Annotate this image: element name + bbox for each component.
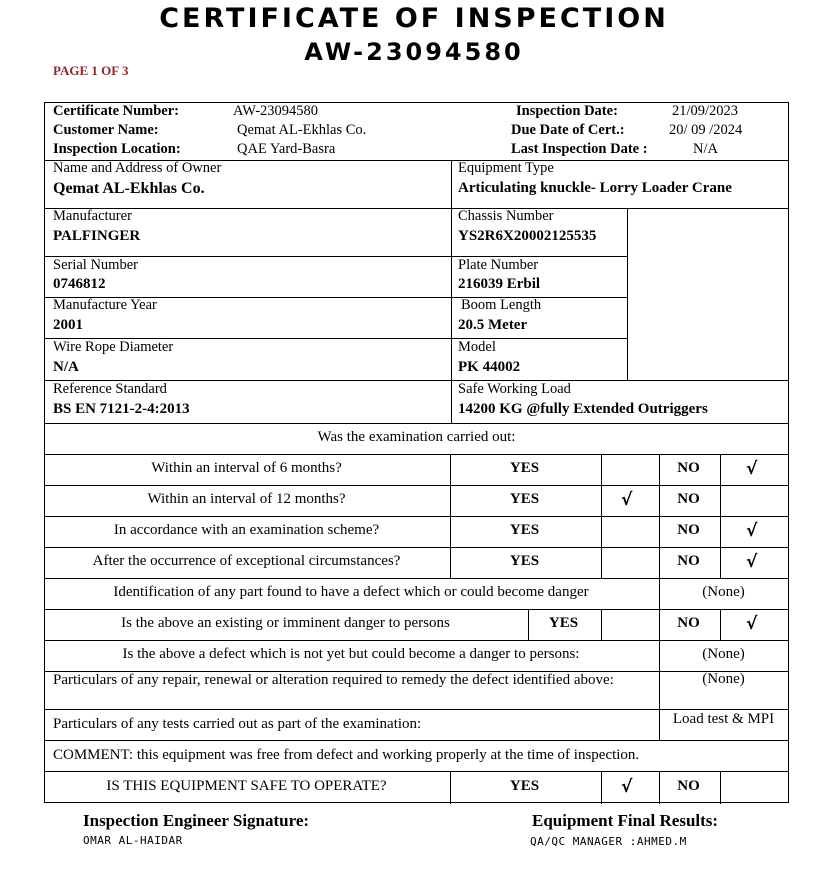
chassis-value: YS2R6X20002125535 (458, 228, 597, 244)
certificate-table (44, 102, 789, 803)
plate-label: Plate Number (458, 257, 539, 273)
equip-type-label: Equipment Type (458, 160, 554, 176)
tests-label: Particulars of any tests carried out as part of the examination: (53, 716, 422, 732)
equip-type-value: Articulating knuckle- Lorry Loader Crane (458, 180, 732, 196)
repair-value: (None) (702, 671, 745, 687)
cert-number-label: Certificate Number: (53, 103, 180, 119)
owner-value: Qemat AL-Ekhlas Co. (53, 180, 205, 197)
repair-label: Particulars of any repair, renewal or alteration required to remedy the defect identified above: (53, 672, 614, 688)
future-defect-value: (None) (702, 646, 745, 662)
insp-date-value: 21/09/2023 (672, 103, 739, 119)
final-results-label: Equipment Final Results: (532, 811, 719, 830)
chassis-label: Chassis Number (458, 208, 554, 224)
boom-label: Boom Length (461, 297, 542, 313)
boom-value: 20.5 Meter (458, 317, 528, 333)
ref-label: Reference Standard (53, 381, 167, 397)
cert-number-value: AW-23094580 (233, 103, 319, 119)
safe-question: IS THIS EQUIPMENT SAFE TO OPERATE? (106, 778, 387, 794)
danger-no: NO (677, 615, 700, 631)
tests-value: Load test & MPI (672, 711, 775, 727)
exam-q4: After the occurrence of exceptional circumstances? (92, 553, 401, 569)
exam-q2: Within an interval of 12 months? (147, 491, 346, 507)
swl-value: 14200 KG @fully Extended Outriggers (458, 401, 708, 417)
wire-value: N/A (53, 359, 79, 375)
location-value: QAE Yard-Basra (237, 141, 336, 157)
ref-value: BS EN 7121-2-4:2013 (53, 401, 190, 417)
certificate-title: CERTIFICATE OF INSPECTION (159, 3, 669, 34)
identification-value: (None) (702, 584, 745, 600)
due-date-label: Due Date of Cert.: (511, 122, 625, 138)
danger-yes: YES (548, 615, 579, 631)
serial-value: 0746812 (53, 276, 106, 292)
model-value: PK 44002 (458, 359, 521, 375)
owner-label: Name and Address of Owner (53, 160, 222, 176)
year-value: 2001 (53, 317, 83, 333)
q2-check-icon: √ (621, 490, 633, 510)
page-number: PAGE 1 OF 3 (53, 63, 129, 78)
safe-yes: YES (509, 778, 540, 794)
danger-check-icon: √ (746, 614, 758, 634)
last-insp-label: Last Inspection Date : (511, 141, 648, 157)
q2-yes: YES (509, 491, 540, 507)
wire-label: Wire Rope Diameter (53, 339, 174, 355)
q3-yes: YES (509, 522, 540, 538)
q1-check-icon: √ (746, 459, 758, 479)
signature-label: Inspection Engineer Signature: (83, 811, 310, 830)
customer-value: Qemat AL-Ekhlas Co. (237, 122, 367, 138)
q1-no: NO (677, 460, 700, 476)
customer-label: Customer Name: (53, 122, 159, 138)
q3-check-icon: √ (746, 521, 758, 541)
future-defect-label: Is the above a defect which is not yet but could become a danger to persons: (122, 646, 580, 662)
comment-text: COMMENT: this equipment was free from defect and working properly at the time of inspection. (53, 747, 640, 763)
manufacturer-label: Manufacturer (53, 208, 132, 224)
final-results-name: QA/QC MANAGER :AHMED.M (530, 835, 687, 848)
serial-label: Serial Number (53, 257, 138, 273)
identification-label: Identification of any part found to have a defect which or could become danger (113, 584, 589, 600)
q2-no: NO (677, 491, 700, 507)
swl-label: Safe Working Load (458, 381, 571, 397)
due-date-value: 20/ 09 /2024 (669, 122, 743, 138)
danger-label: Is the above an existing or imminent danger to persons (121, 615, 450, 631)
exam-q1: Within an interval of 6 months? (151, 460, 342, 476)
signature-name: OMAR AL-HAIDAR (83, 834, 183, 847)
q4-check-icon: √ (746, 552, 758, 572)
exam-heading: Was the examination carried out: (317, 429, 516, 445)
insp-date-label: Inspection Date: (516, 103, 618, 119)
q4-yes: YES (509, 553, 540, 569)
certificate-code: AW-23094580 (304, 38, 524, 66)
last-insp-value: N/A (693, 141, 718, 157)
exam-q3: In accordance with an examination scheme? (113, 522, 380, 538)
model-label: Model (458, 339, 496, 355)
year-label: Manufacture Year (53, 297, 157, 313)
safe-no: NO (677, 778, 700, 794)
q3-no: NO (677, 522, 700, 538)
q1-yes: YES (509, 460, 540, 476)
location-label: Inspection Location: (53, 141, 181, 157)
plate-value: 216039 Erbil (458, 276, 541, 292)
q4-no: NO (677, 553, 700, 569)
safe-check-icon: √ (621, 777, 633, 797)
manufacturer-value: PALFINGER (53, 228, 141, 244)
